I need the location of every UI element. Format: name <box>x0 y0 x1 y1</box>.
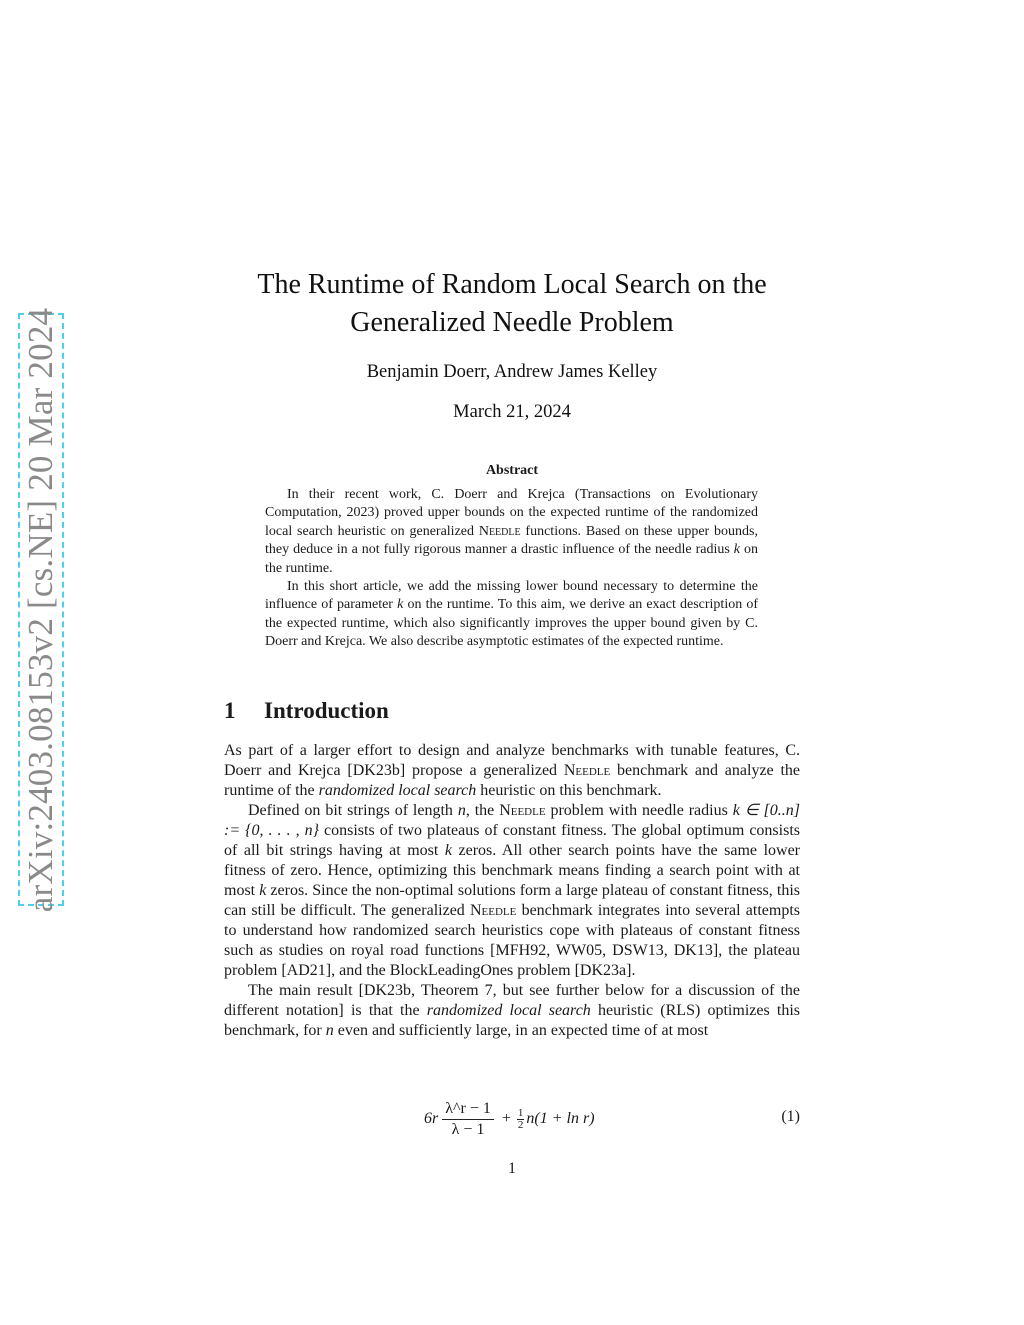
section-heading <box>224 698 800 724</box>
section-number: 1 <box>224 698 236 723</box>
equation-prefix: 6r <box>424 1110 439 1127</box>
abstract-body <box>265 486 758 652</box>
paper-title: The Runtime of Random Local Search on the Generalized Needle Problem <box>257 269 767 338</box>
body-paragraph-3: The main result [DK23b, Theorem 7, but see further below for a discussion of the different notation] is that the randomized local search heuristic (RLS) optimizes this benchmark, for n even and sufficiently large, in an expected time of at most <box>224 982 801 1039</box>
body-paragraph-2: Defined on bit strings of length n, the Needle problem with needle radius k ∈ [0..n] := {0, . . . , n} consists of two plateaus of constant fitness. The global optimum consists of all bit strings having at most k zeros. All other search points have the same lower fitness of zero. Hence, optimizing this benchmark means finding a search point with at most k zeros. Since the non-optimal solutions form a large plateau of constant fitness, this can still be difficult. The generalized Needle benchmark integrates into several attempts to understand how randomized search heuristics cope with plateaus of constant fitness such as studies on royal road functions [MFH92, WW05, DSW13, DK13], the plateau problem [AD21], and the BlockLeadingOnes problem [DK23a]. <box>224 802 801 979</box>
paper-authors: Benjamin Doerr, Andrew James Kelley <box>366 362 658 382</box>
equation-content <box>424 1096 595 1142</box>
abstract-paragraph-1: In their recent work, C. Doerr and Krejca (Transactions on Evolutionary Computation, 2023) proved upper bounds on the expected runtime of the randomized local search heuristic on generalized Needle functions. Based on these upper bounds, they deduce in a not fully rigorous manner a drastic influence of the needle radius k on the runtime. <box>265 487 759 576</box>
page-number: 1 <box>508 1160 516 1177</box>
arxiv-stamp-text: arXiv:2403.08153v2 [cs.NE] 20 Mar 2024 <box>21 307 60 912</box>
half-numerator: 1 <box>517 1106 524 1119</box>
section-title: Introduction <box>264 698 389 723</box>
equation-plus: + <box>501 1110 511 1127</box>
equation-fraction <box>442 1099 494 1140</box>
abstract-heading: Abstract <box>485 463 539 478</box>
equation-number: (1) <box>781 1108 800 1125</box>
body-paragraph-1: As part of a larger effort to design and analyze benchmarks with tunable features, C. Doerr and Krejca [DK23b] propose a generalized Needle benchmark and analyze the runtime of the randomized local search heuristic on this benchmark. <box>224 742 801 799</box>
equation-1 <box>224 1096 800 1142</box>
abstract-paragraph-2: In this short article, we add the missing lower bound necessary to determine the influence of parameter k on the runtime. To this aim, we derive an exact description of the expected runtime, which also significantly improves the upper bound given by C. Doerr and Krejca. We also describe asymptotic estimates of the expected runtime. <box>265 579 758 650</box>
main-body <box>224 741 800 1041</box>
equation-half <box>517 1108 525 1131</box>
equation-suffix: n(1 + ln r) <box>526 1110 595 1127</box>
fraction-numerator: λ^r − 1 <box>442 1099 494 1120</box>
fraction-denominator: λ − 1 <box>451 1120 485 1138</box>
paper-date: March 21, 2024 <box>453 402 571 422</box>
half-denominator: 2 <box>517 1118 524 1131</box>
arxiv-stamp <box>18 307 64 912</box>
